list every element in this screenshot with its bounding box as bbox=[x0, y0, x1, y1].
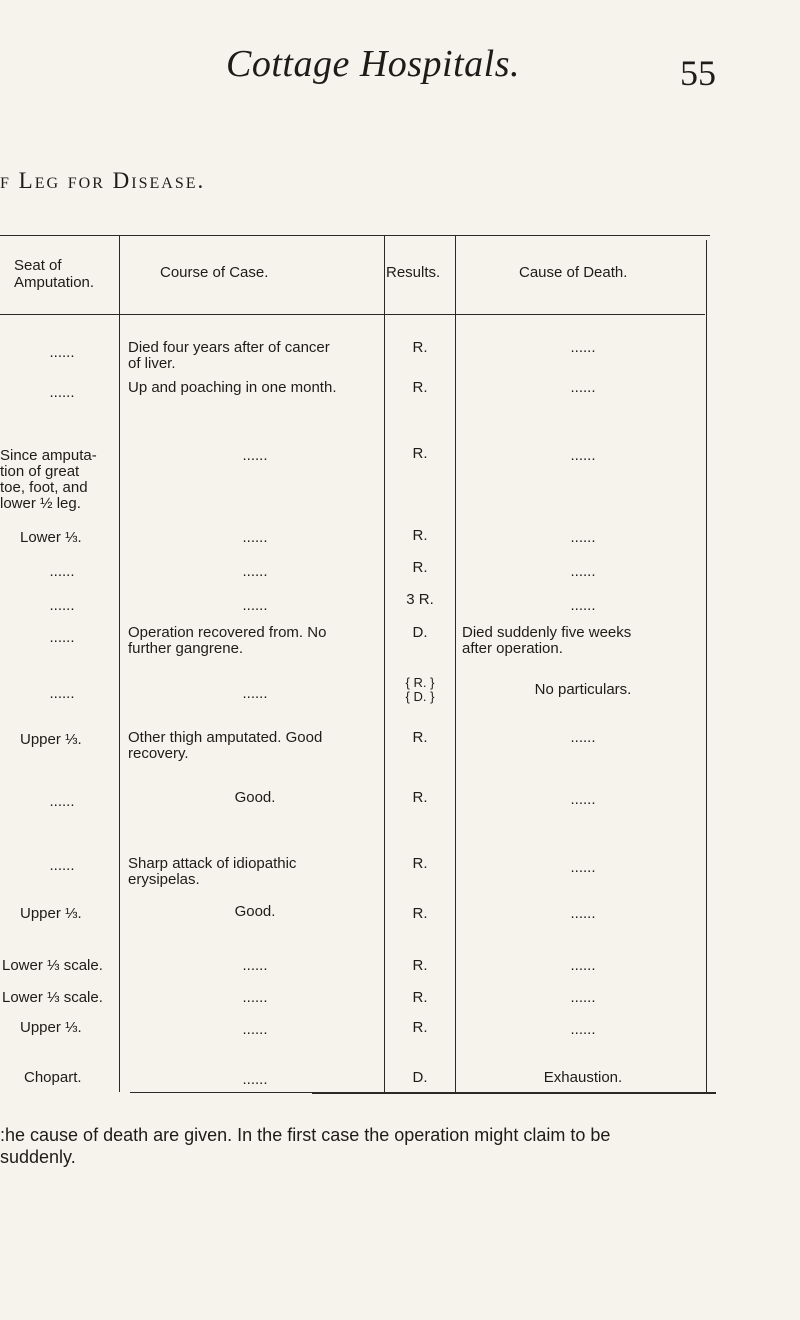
cause-cell: Exhaustion. bbox=[543, 1069, 623, 1086]
cause-cell: ...... bbox=[570, 563, 596, 580]
course-cell: Sharp attack of idiopathic erysipelas. bbox=[128, 855, 297, 888]
seat-cell: Lower ⅓ scale. bbox=[2, 989, 103, 1006]
seat-cell: ...... bbox=[49, 857, 75, 874]
result-cell: R. bbox=[412, 379, 428, 396]
section-title: f Leg for Disease. bbox=[0, 168, 206, 193]
cause-cell: ...... bbox=[570, 379, 596, 396]
seat-cell: Chopart. bbox=[24, 1069, 82, 1086]
seat-cell: ...... bbox=[49, 685, 75, 702]
cause-cell: ...... bbox=[570, 791, 596, 808]
course-cell: Good. bbox=[234, 789, 276, 806]
result-cell: R. bbox=[412, 339, 428, 356]
course-cell: ...... bbox=[242, 447, 268, 464]
result-cell: D. bbox=[412, 624, 428, 641]
cause-cell: ...... bbox=[570, 1021, 596, 1038]
seat-cell: Since amputa- tion of great toe, foot, and lower ½ leg. bbox=[0, 447, 97, 512]
result-cell: R. bbox=[412, 1019, 428, 1036]
seat-cell: ...... bbox=[49, 344, 75, 361]
seat-cell: ...... bbox=[49, 629, 75, 646]
seat-cell: Lower ⅓. bbox=[20, 529, 82, 546]
course-cell: Other thigh amputated. Good recovery. bbox=[128, 729, 323, 762]
result-cell: R. bbox=[412, 789, 428, 806]
cause-cell: ...... bbox=[570, 447, 596, 464]
course-cell: Good. bbox=[234, 903, 276, 920]
result-cell: { R. } { D. } bbox=[405, 675, 435, 704]
seat-cell: Upper ⅓. bbox=[20, 905, 82, 922]
seat-cell: ...... bbox=[49, 597, 75, 614]
page-number: 55 bbox=[680, 53, 716, 93]
cause-cell: ...... bbox=[570, 729, 596, 746]
cause-cell: ...... bbox=[570, 597, 596, 614]
course-cell: ...... bbox=[242, 1071, 268, 1088]
course-cell: ...... bbox=[242, 957, 268, 974]
seat-cell: ...... bbox=[49, 563, 75, 580]
result-cell: R. bbox=[412, 905, 428, 922]
column-header-results: Results. bbox=[386, 264, 441, 281]
cause-cell: ...... bbox=[570, 339, 596, 356]
course-cell: ...... bbox=[242, 597, 268, 614]
cause-cell: Died suddenly five weeks after operation. bbox=[462, 624, 632, 657]
column-header-course: Course of Case. bbox=[160, 264, 269, 281]
seat-cell: ...... bbox=[49, 793, 75, 810]
cause-cell: ...... bbox=[570, 957, 596, 974]
table-bottom-rule bbox=[130, 1092, 410, 1093]
table-top-rule bbox=[0, 235, 710, 236]
course-cell: ...... bbox=[242, 563, 268, 580]
result-cell: R. bbox=[412, 989, 428, 1006]
result-cell: R. bbox=[412, 527, 428, 544]
column-header-seat: Seat of Amputation. bbox=[14, 257, 95, 291]
result-cell: R. bbox=[412, 855, 428, 872]
result-cell: D. bbox=[412, 1069, 428, 1086]
result-cell: R. bbox=[412, 957, 428, 974]
footnote-text: :he cause of death are given. In the first case the operation might claim to be suddenly. bbox=[0, 1125, 611, 1167]
seat-cell: Upper ⅓. bbox=[20, 731, 82, 748]
course-cell: Died four years after of cancer of liver. bbox=[128, 339, 330, 372]
column-divider bbox=[384, 236, 385, 1092]
seat-cell: Lower ⅓ scale. bbox=[2, 957, 103, 974]
cause-cell: No particulars. bbox=[534, 681, 632, 698]
course-cell: Up and poaching in one month. bbox=[128, 379, 337, 396]
seat-cell: Upper ⅓. bbox=[20, 1019, 82, 1036]
running-title: Cottage Hospitals. bbox=[226, 43, 521, 85]
result-cell: 3 R. bbox=[406, 591, 434, 608]
course-cell: ...... bbox=[242, 1021, 268, 1038]
column-divider bbox=[706, 240, 707, 1092]
course-cell: ...... bbox=[242, 685, 268, 702]
cause-cell: ...... bbox=[570, 989, 596, 1006]
cause-cell: ...... bbox=[570, 859, 596, 876]
cause-cell: ...... bbox=[570, 529, 596, 546]
result-cell: R. bbox=[412, 445, 428, 462]
column-divider bbox=[455, 236, 456, 1092]
cause-cell: ...... bbox=[570, 905, 596, 922]
result-cell: R. bbox=[412, 729, 428, 746]
course-cell: ...... bbox=[242, 989, 268, 1006]
course-cell: Operation recovered from. No further gangrene. bbox=[128, 624, 327, 657]
seat-cell: ...... bbox=[49, 384, 75, 401]
table-header-rule bbox=[0, 314, 705, 315]
result-cell: R. bbox=[412, 559, 428, 576]
course-cell: ...... bbox=[242, 529, 268, 546]
column-header-cause: Cause of Death. bbox=[519, 264, 628, 281]
column-divider bbox=[119, 236, 120, 1092]
